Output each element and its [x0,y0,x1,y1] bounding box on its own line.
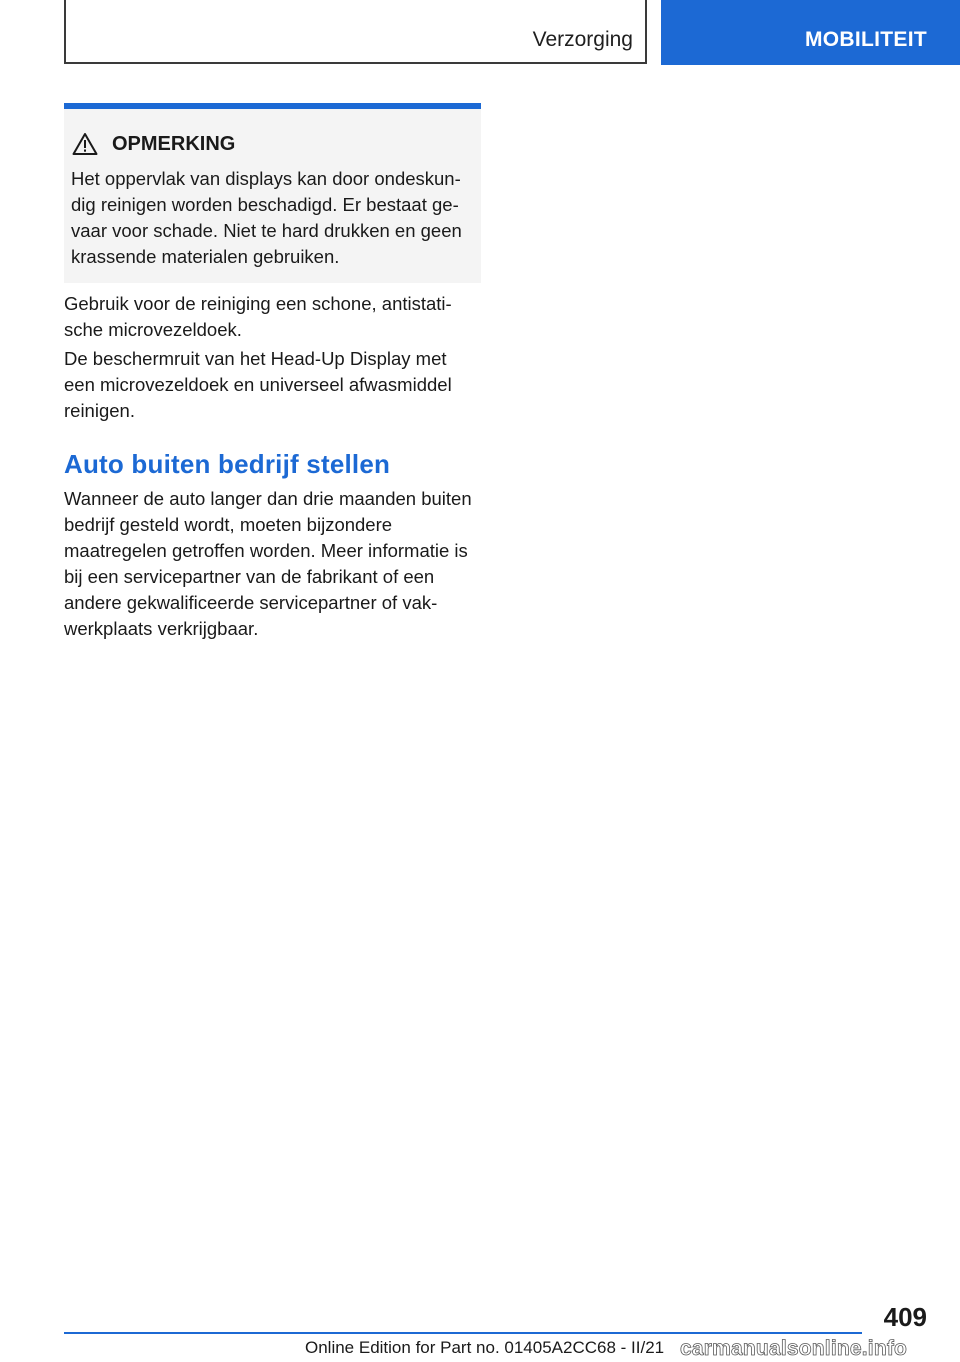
note-box [64,103,481,283]
page-number: 409 [883,1302,927,1332]
footer-divider [64,1332,862,1334]
note-text: Het oppervlak van displays kan door ondeskundig reinigen worden beschadigd. Er bestaat gevaar voor schade. Niet te hard drukken en geen krassende materialen gebruiken. [71,168,462,267]
watermark-text: carmanualsonline.info [680,1337,908,1360]
header-chapter-tab [661,0,960,65]
header-chapter-label: MOBILITEIT [805,28,927,51]
note-title: OPMERKING [112,132,236,155]
footer-edition-text: Online Edition for Part no. 01405A2CC68 - II/21 [305,1338,665,1357]
header-section-box [64,0,647,64]
warning-triangle-icon [72,132,98,156]
paragraph-hud-cleaning: De beschermruit van het Head-Up Display met een microvezeldoek en universeel afwasmiddel reinigen. [64,348,452,421]
paragraph-decommission: Wanneer de auto langer dan drie maanden buiten bedrijf gesteld wordt, moeten bijzondere maatregelen getroffen worden. Meer informatie is bij een servicepartner van de fabrikant of een andere gekwalificeerde servicepartner of vakwerkplaats verkrijgbaar. [64,488,472,639]
paragraph-cleaning-cloth: Gebruik voor de reiniging een schone, antistatische microvezeldoek. [64,293,452,340]
section-heading: Auto buiten bedrijf stellen [64,449,391,479]
note-title-row [72,131,235,157]
header-section-title: Verzorging [532,28,633,51]
